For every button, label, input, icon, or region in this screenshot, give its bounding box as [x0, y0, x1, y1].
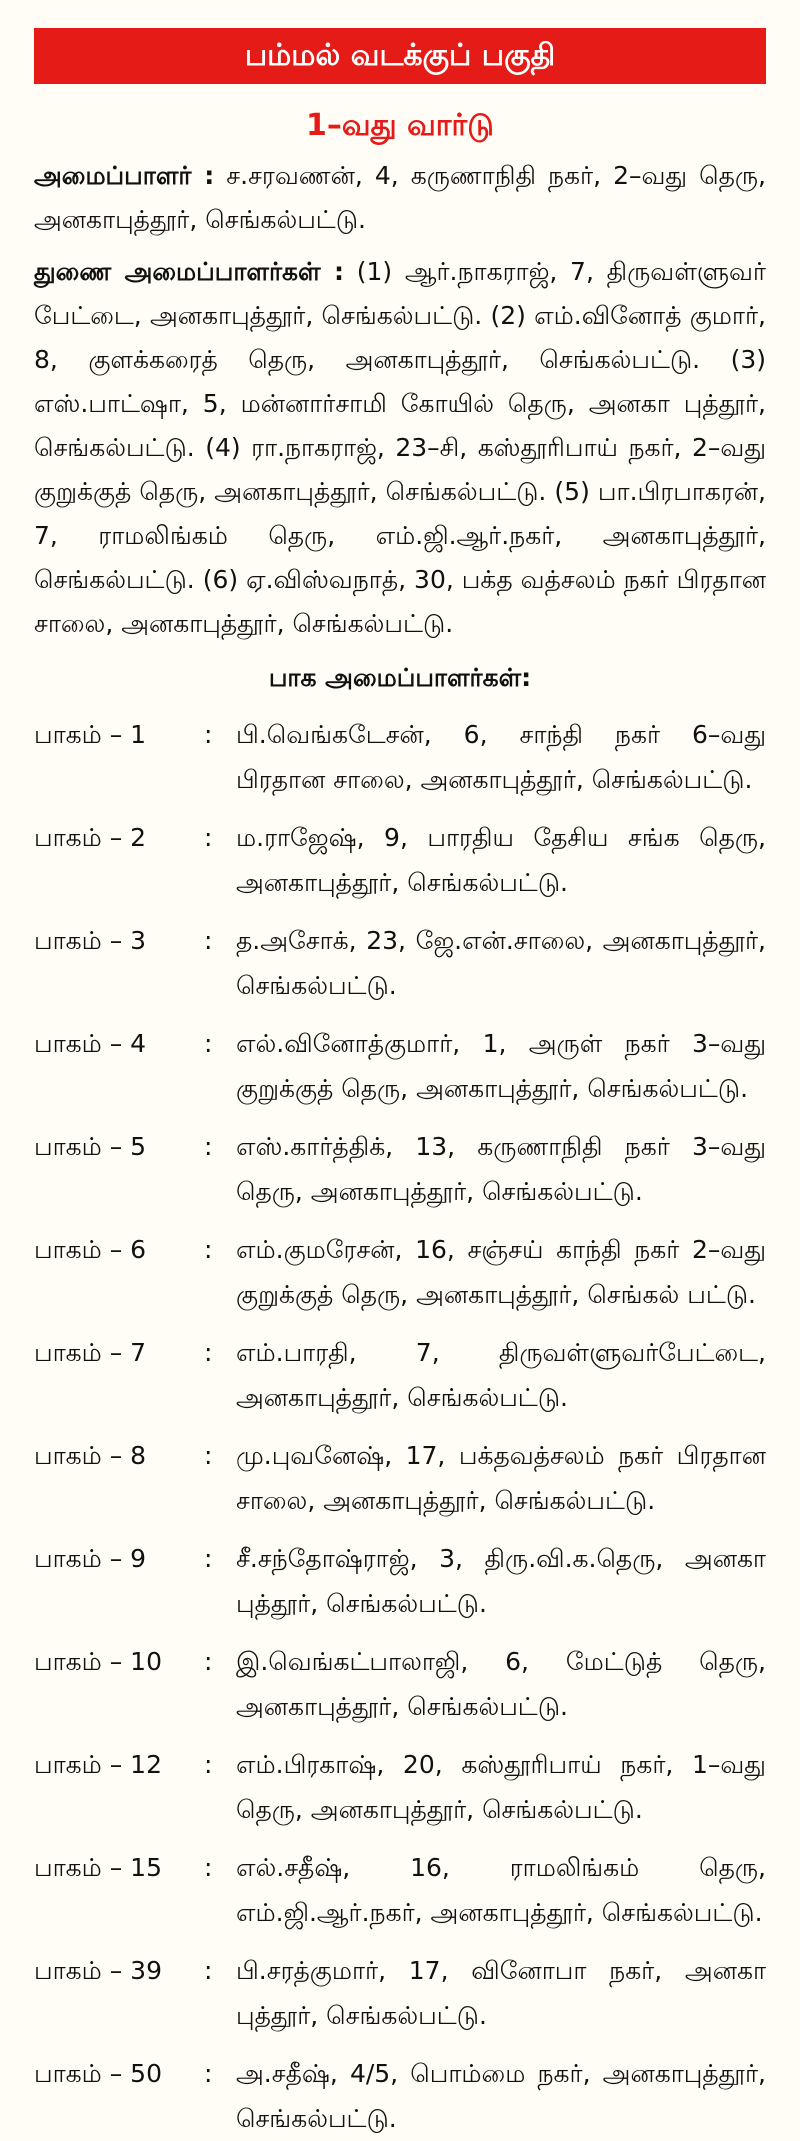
deputies-paragraph	[28, 250, 772, 646]
booth-detail: எம்.குமரேசன், 16, சஞ்சய் காந்தி நகர் 2–வது குறுக்குத் தெரு, அனகாபுத்தூர், செங்கல் பட்டு.	[236, 1235, 766, 1309]
booth-colon: :	[204, 1647, 213, 1676]
organizer-text: ச.சரவணன், 4, கருணாநிதி நகர், 2–வது தெரு, அனகாபுத்தூர், செங்கல்பட்டு.	[34, 161, 766, 234]
booth-detail: எல்.வினோத்குமார், 1, அருள் நகர் 3–வது குறுக்குத் தெரு, அனகாபுத்தூர், செங்கல்பட்டு.	[236, 1029, 766, 1103]
booth-colon: :	[204, 2059, 213, 2088]
deputies-label: துணை அமைப்பாளர்கள் :	[34, 257, 345, 286]
list-item	[28, 1845, 772, 1935]
booth-colon: :	[204, 1956, 213, 1985]
list-item	[28, 1742, 772, 1832]
booth-label: பாகம் – 10	[34, 1647, 162, 1676]
list-item	[28, 815, 772, 905]
section-banner: பம்மல் வடக்குப் பகுதி	[34, 28, 766, 84]
organizer-paragraph	[28, 154, 772, 242]
organizer-label: அமைப்பாளர் :	[34, 161, 215, 190]
booth-detail: அ.சதீஷ், 4/5, பொம்மை நகர், அனகாபுத்தூர், செங்கல்பட்டு.	[236, 2059, 766, 2133]
booth-colon: :	[204, 1853, 213, 1882]
list-item	[28, 2051, 772, 2141]
booth-label: பாகம் – 7	[34, 1338, 147, 1367]
booth-colon: :	[204, 1338, 213, 1367]
list-item	[28, 1124, 772, 1214]
deputies-text: (1) ஆர்.நாகராஜ், 7, திருவள்ளுவர் பேட்டை, அனகாபுத்தூர், செங்கல்பட்டு. (2) எம்.வினோத் குமார், 8, குளக்கரைத் தெரு, அனகாபுத்தூர், செங்கல்பட்டு. (3) எஸ்.பாட்ஷா, 5, மன்னார்சாமி கோயில் தெரு, அனகா புத்தூர், செங்கல்பட்டு. (4) ரா.நாகராஜ், 23–சி, கஸ்தூரிபாய் நகர், 2–வது குறுக்குத் தெரு, அனகாபுத்தூர், செங்கல்பட்டு. (5) பா.பிரபாகரன், 7, ராமலிங்கம் தெரு, எம்.ஜி.ஆர்.நகர், அனகாபுத்தூர், செங்கல்பட்டு. (6) ஏ.விஸ்வநாத், 30, பக்த வத்சலம் நகர் பிரதான சாலை, அனகாபுத்தூர், செங்கல்பட்டு.	[34, 257, 766, 638]
booth-label: பாகம் – 2	[34, 823, 147, 852]
booth-list	[28, 712, 772, 2141]
list-item	[28, 918, 772, 1008]
booth-colon: :	[204, 1750, 213, 1779]
list-item	[28, 1948, 772, 2038]
booth-label: பாகம் – 8	[34, 1441, 147, 1470]
list-item	[28, 712, 772, 802]
booth-label: பாகம் – 9	[34, 1544, 147, 1573]
booth-label: பாகம் – 6	[34, 1235, 147, 1264]
booth-detail: எம்.பிரகாஷ், 20, கஸ்தூரிபாய் நகர், 1–வது தெரு, அனகாபுத்தூர், செங்கல்பட்டு.	[236, 1750, 766, 1824]
booth-detail: இ.வெங்கட்பாலாஜி, 6, மேட்டுத் தெரு, அனகாபுத்தூர், செங்கல்பட்டு.	[236, 1647, 766, 1721]
booth-label: பாகம் – 3	[34, 926, 147, 955]
list-item	[28, 1227, 772, 1317]
booth-detail: எம்.பாரதி, 7, திருவள்ளுவர்பேட்டை, அனகாபுத்தூர், செங்கல்பட்டு.	[236, 1338, 766, 1412]
booth-label: பாகம் – 15	[34, 1853, 162, 1882]
booth-colon: :	[204, 823, 213, 852]
booth-colon: :	[204, 1029, 213, 1058]
booth-label: பாகம் – 50	[34, 2059, 162, 2088]
booth-detail: ம.ராஜேஷ், 9, பாரதிய தேசிய சங்க தெரு, அனகாபுத்தூர், செங்கல்பட்டு.	[236, 823, 766, 897]
booth-detail: மு.புவனேஷ், 17, பக்தவத்சலம் நகர் பிரதான சாலை, அனகாபுத்தூர், செங்கல்பட்டு.	[236, 1441, 766, 1515]
ward-title: 1–வது வார்டு	[306, 108, 494, 143]
booth-colon: :	[204, 1441, 213, 1470]
list-item	[28, 1536, 772, 1626]
booth-detail: பி.வெங்கடேசன், 6, சாந்தி நகர் 6–வது பிரதான சாலை, அனகாபுத்தூர், செங்கல்பட்டு.	[236, 720, 766, 794]
booth-label: பாகம் – 1	[34, 720, 147, 749]
list-item	[28, 1330, 772, 1420]
booth-label: பாகம் – 12	[34, 1750, 162, 1779]
booth-colon: :	[204, 1544, 213, 1573]
booth-section-title: பாக அமைப்பாளர்கள்:	[268, 663, 532, 692]
list-item	[28, 1021, 772, 1111]
booth-colon: :	[204, 1132, 213, 1161]
booth-colon: :	[204, 720, 213, 749]
booth-detail: சீ.சந்தோஷ்ராஜ், 3, திரு.வி.க.தெரு, அனகா புத்தூர், செங்கல்பட்டு.	[236, 1544, 766, 1618]
list-item	[28, 1433, 772, 1523]
booth-label: பாகம் – 5	[34, 1132, 147, 1161]
booth-detail: த.அசோக், 23, ஜே.என்.சாலை, அனகாபுத்தூர், செங்கல்பட்டு.	[236, 926, 766, 1000]
booth-colon: :	[204, 926, 213, 955]
booth-label: பாகம் – 4	[34, 1029, 147, 1058]
list-item	[28, 1639, 772, 1729]
booth-label: பாகம் – 39	[34, 1956, 162, 1985]
booth-detail: எஸ்.கார்த்திக், 13, கருணாநிதி நகர் 3–வது தெரு, அனகாபுத்தூர், செங்கல்பட்டு.	[236, 1132, 766, 1206]
booth-detail: பி.சரத்குமார், 17, வினோபா நகர், அனகா புத்தூர், செங்கல்பட்டு.	[236, 1956, 766, 2030]
booth-detail: எல்.சதீஷ், 16, ராமலிங்கம் தெரு, எம்.ஜி.ஆர்.நகர், அனகாபுத்தூர், செங்கல்பட்டு.	[236, 1853, 766, 1927]
booth-colon: :	[204, 1235, 213, 1264]
